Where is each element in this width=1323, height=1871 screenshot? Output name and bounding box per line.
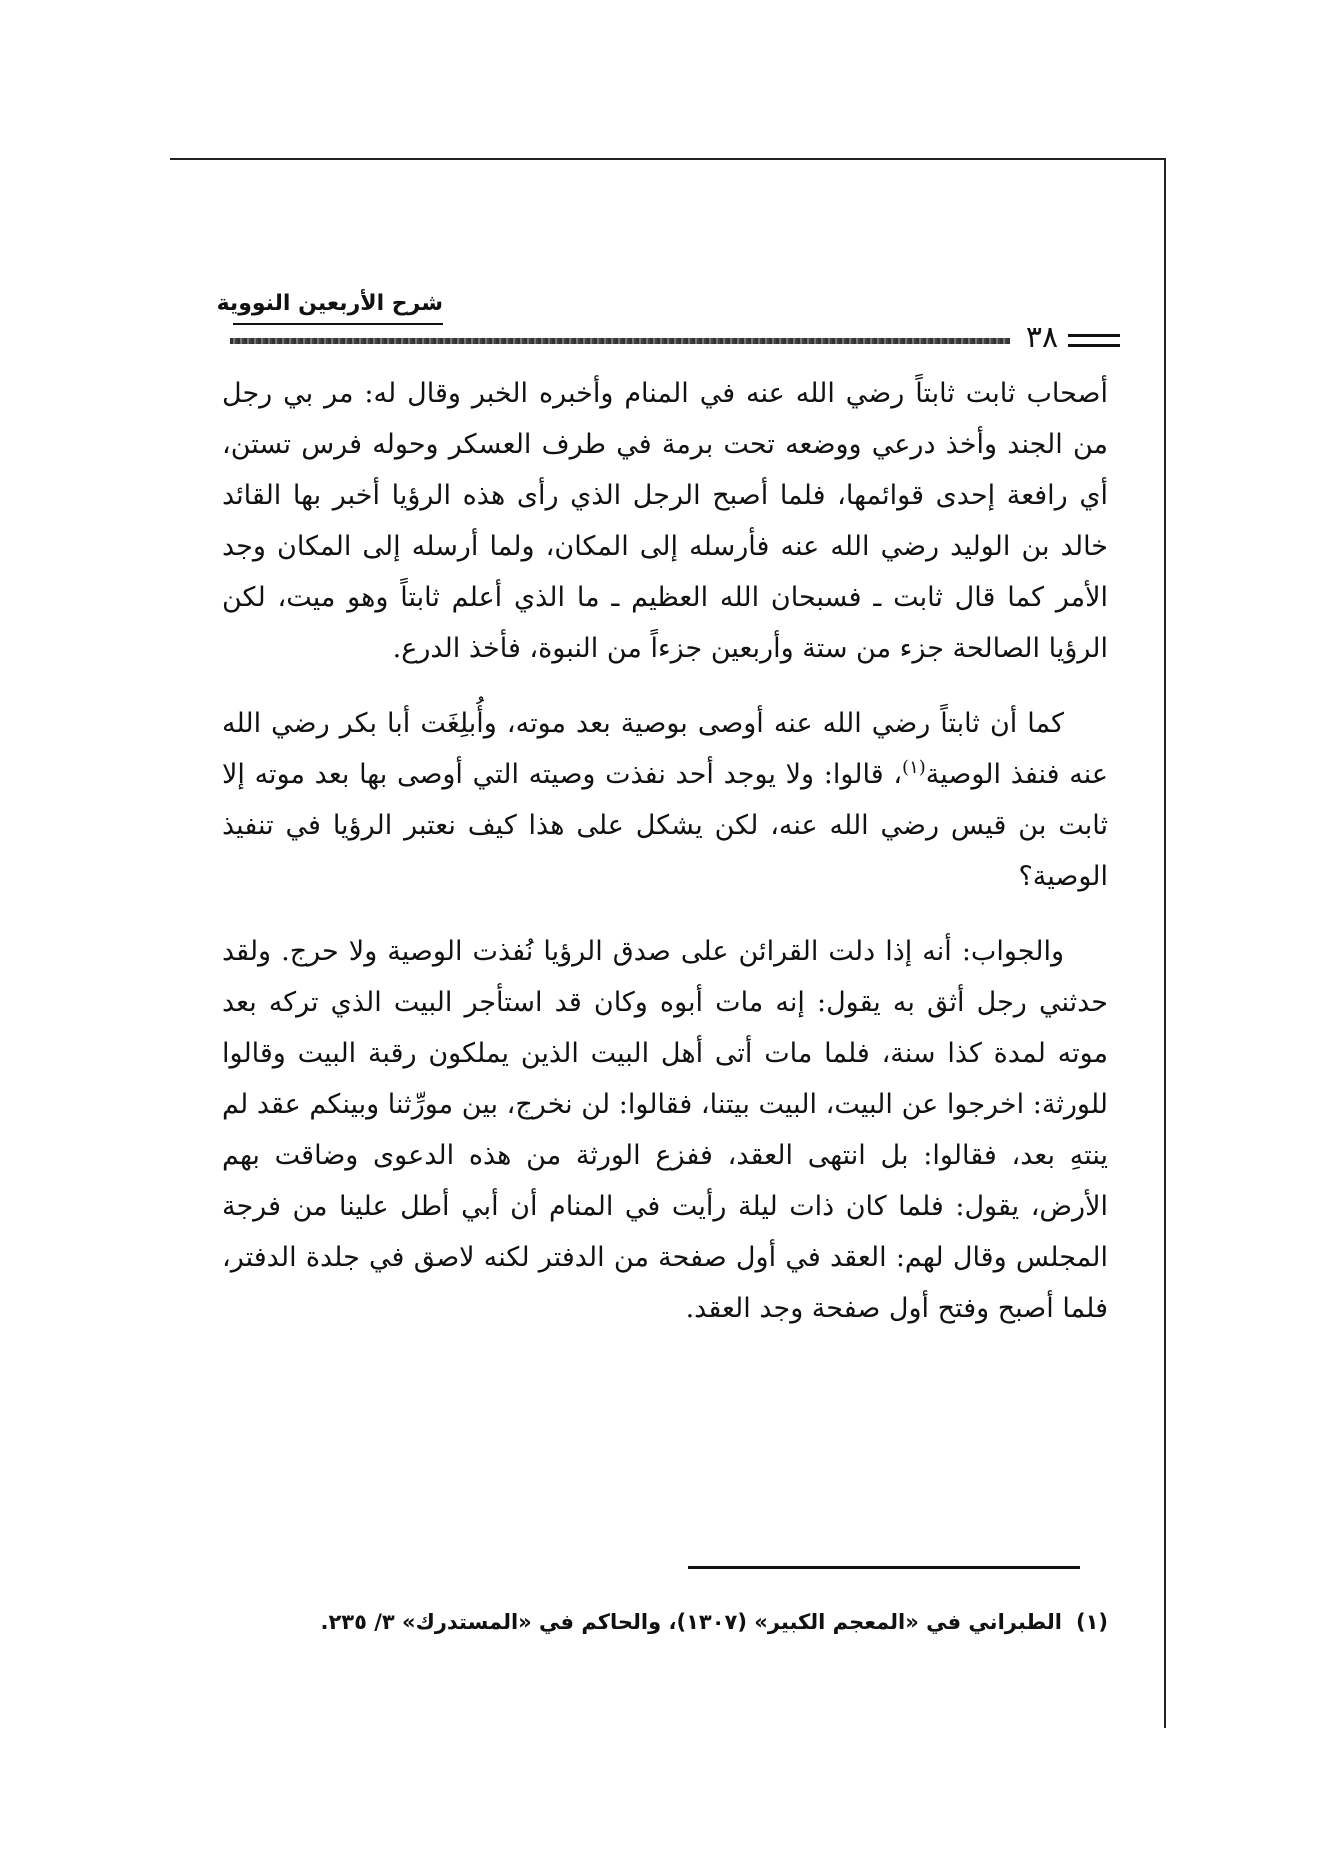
paragraph-1: أصحاب ثابت ثابتاً رضي الله عنه في المنام وأخبره الخبر وقال له: مر بي رجل من الجند وأخذ درعي ووضعه تحت برمة في طرف العسكر وحوله فرس تستن، أي رافعة إحدى قوائمها، فلما أصبح الرجل الذي رأى هذه الرؤيا أخبر بها القائد خالد بن الوليد رضي الله عنه فأرسله إلى المكان، ولما أرسله إلى المكان وجد الأمر كما قال ثابت ـ فسبحان الله العظيم ـ ما الذي أعلم ثابتاً وهو ميت، لكن الرؤيا الصالحة جزء من ستة وأربعين جزءاً من النبوة، فأخذ الدرع. xyxy=(222,378,1108,664)
page-number: ٣٨ xyxy=(1025,320,1059,355)
page-frame-right-rule xyxy=(1164,158,1166,1728)
footnote-text: الطبراني في «المعجم الكبير» (١٣٠٧)، والحاكم في «المستدرك» ٣/ ٢٣٥. xyxy=(320,1610,1062,1634)
paragraph-2-part-2: ، قالوا: ولا يوجد أحد نفذت وصيته التي أوصى بها بعد موته إلا ثابت بن قيس رضي الله عنه، لكن يشكل على هذا كيف نعتبر الرؤيا في تنفيذ الوصية؟ xyxy=(222,759,1108,892)
page-number-mark xyxy=(1068,334,1120,347)
footnote-separator xyxy=(688,1566,1080,1569)
body-text xyxy=(222,368,1108,1334)
footnote-number: (١) xyxy=(1075,1610,1108,1634)
paragraph-3: والجواب: أنه إذا دلت القرائن على صدق الرؤيا نُفذت الوصية ولا حرج. ولقد حدثني رجل أثق به يقول: إنه مات أبوه وكان قد استأجر البيت الذي تركه بعد موته لمدة كذا سنة، فلما مات أتى أهل البيت الذين يملكون رقبة البيت وقالوا للورثة: اخرجوا عن البيت، البيت بيتنا، فقالوا: لن نخرج، بين مورِّثنا وبينكم عقد لم ينتهِ بعد، فقالوا: بل انتهى العقد، ففزع الورثة من هذه الدعوى وضاقت بهم الأرض، يقول: فلما كان ذات ليلة رأيت في المنام أن أبي أطل علينا من فرجة المجلس وقال لهم: العقد في أول صفحة من الدفتر لكنه لاصق في جلدة الدفتر، فلما أصبح وفتح أول صفحة وجد العقد. xyxy=(222,936,1108,1324)
paragraph-2-part-1: كما أن ثابتاً رضي الله عنه أوصى بوصية بعد موته، وأُبلِغَت أبا بكر رضي الله عنه فنفذ الوصية xyxy=(222,708,1108,790)
footnote-reference: (١) xyxy=(902,757,926,778)
header-rule xyxy=(230,338,1010,344)
paragraph-2 xyxy=(222,698,1108,902)
page-frame-top-rule xyxy=(170,158,1166,160)
footnote xyxy=(222,1610,1108,1634)
running-title-underline xyxy=(233,323,443,325)
running-title: شرح الأربعين النووية xyxy=(216,291,443,316)
